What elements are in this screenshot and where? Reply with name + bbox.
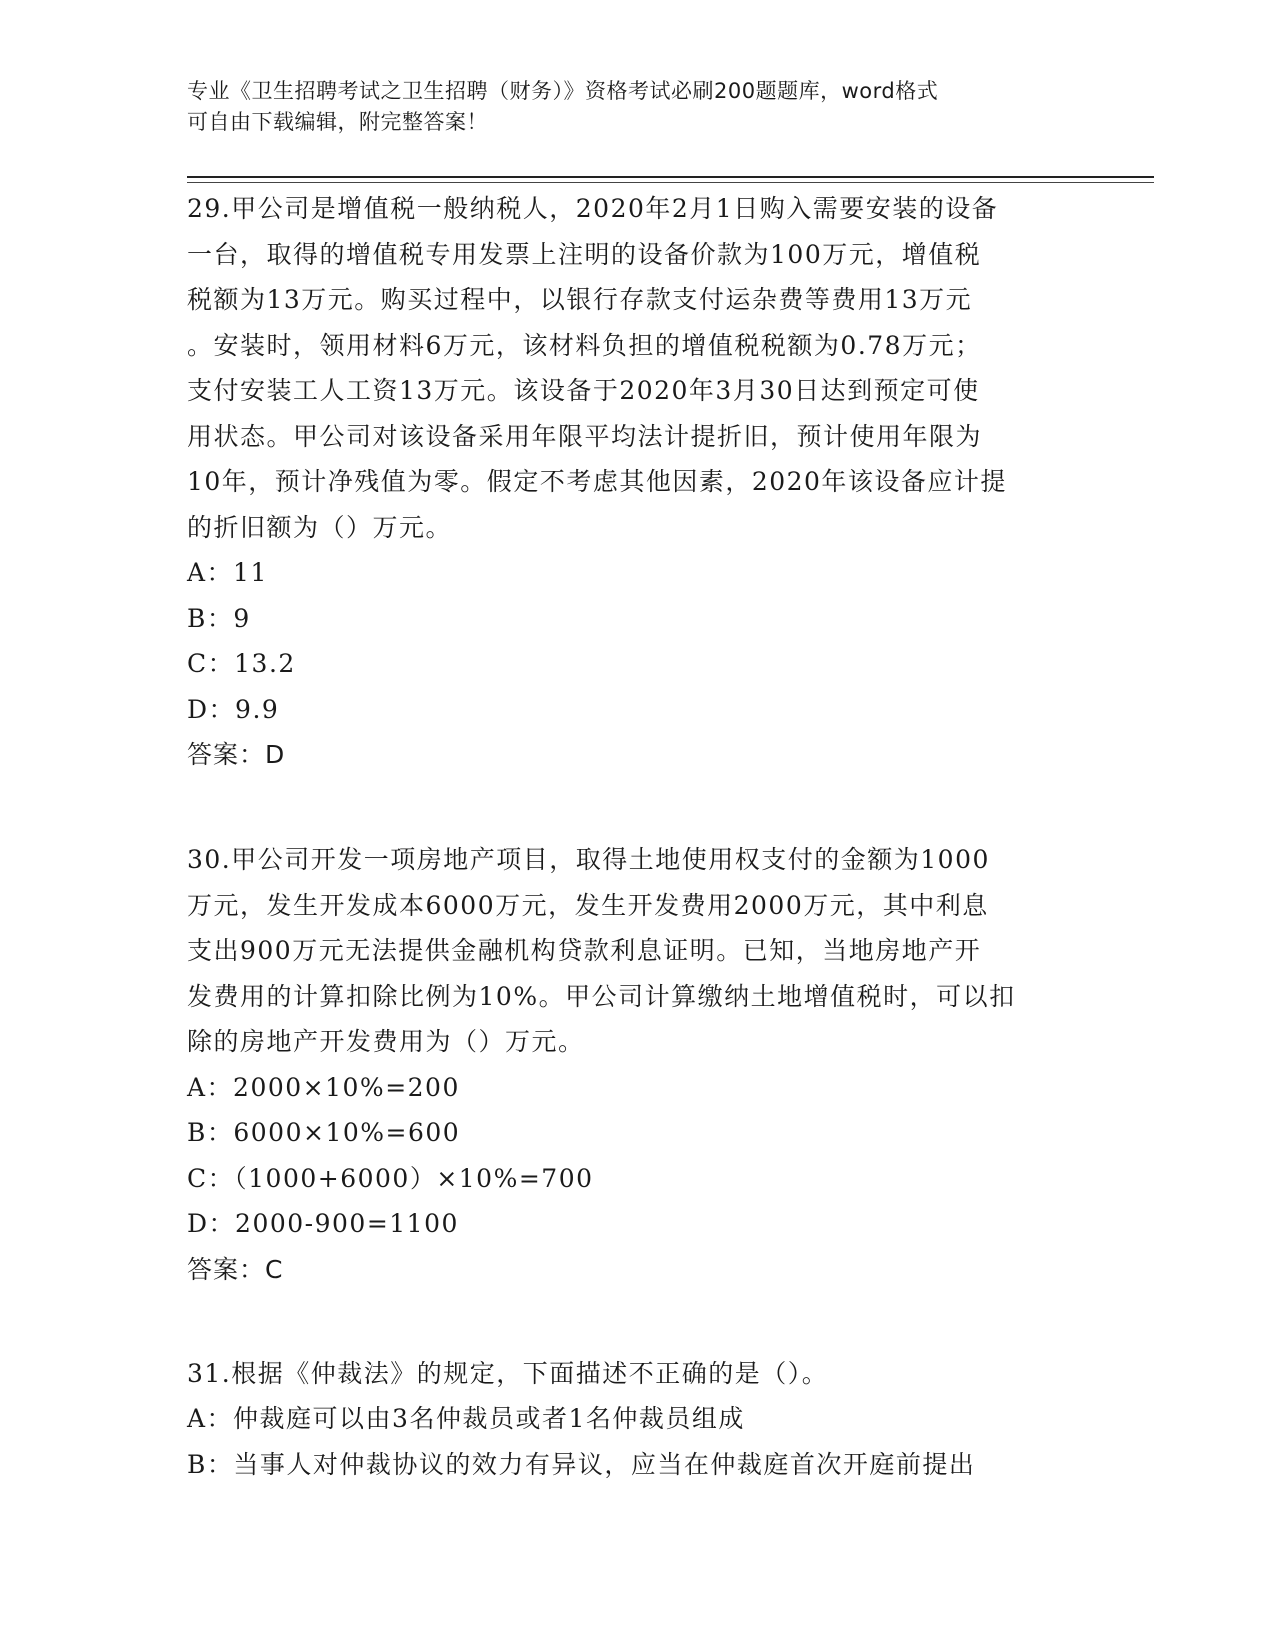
option-d: D：2000-900=1100 xyxy=(187,1209,459,1238)
header-line-1: 专业《卫生招聘考试之卫生招聘（财务）》资格考试必刷200题题库，word格式 xyxy=(187,79,939,103)
question-line: 发费用的计算扣除比例为10%。甲公司计算缴纳土地增值税时，可以扣 xyxy=(187,981,1016,1011)
question-line: 税额为13万元。购买过程中，以银行存款支付运杂费等费用13万元 xyxy=(187,285,973,314)
option-b: B：9 xyxy=(187,603,251,633)
option-d: D：9.9 xyxy=(187,694,280,724)
option-b: B：当事人对仲裁协议的效力有异议，应当在仲裁庭首次开庭前提出 xyxy=(187,1449,976,1479)
document-header xyxy=(187,76,1067,138)
question-line: 万元，发生开发成本6000万元，发生开发费用2000万元，其中利息 xyxy=(187,890,989,920)
header-line-2: 可自由下载编辑，附完整答案！ xyxy=(187,110,488,134)
question-line: 支付安装工人工资13万元。该设备于2020年3月30日达到预定可使 xyxy=(187,376,980,405)
header-divider xyxy=(187,176,1154,178)
header-divider-thin xyxy=(187,182,1154,183)
question-line: 的折旧额为（）万元。 xyxy=(187,512,453,542)
option-c: C：（1000+6000）×10%=700 xyxy=(187,1163,594,1193)
question-line: 10年，预计净残值为零。假定不考虑其他因素，2020年该设备应计提 xyxy=(187,467,1007,496)
option-c: C：13.2 xyxy=(187,649,296,678)
option-a: A：2000×10%=200 xyxy=(187,1072,460,1102)
question-line: 。安装时，领用材料6万元，该材料负担的增值税税额为0.78万元； xyxy=(187,330,982,360)
question-30 xyxy=(187,837,1087,1293)
question-31 xyxy=(187,1351,1087,1488)
question-line: 29.甲公司是增值税一般纳税人，2020年2月1日购入需要安装的设备 xyxy=(187,194,999,223)
question-line: 30.甲公司开发一项房地产项目，取得土地使用权支付的金额为1000 xyxy=(187,845,990,874)
question-spacer xyxy=(187,778,1087,837)
question-29 xyxy=(187,186,1087,778)
question-line: 31.根据《仲裁法》的规定，下面描述不正确的是（）。 xyxy=(187,1358,829,1388)
answer-label: 答案：C xyxy=(187,1254,284,1284)
option-a: A：仲裁庭可以由3名仲裁员或者1名仲裁员组成 xyxy=(187,1404,745,1433)
question-list xyxy=(187,186,1087,1487)
question-line: 除的房地产开发费用为（）万元。 xyxy=(187,1027,585,1056)
answer-label: 答案：D xyxy=(187,740,286,769)
option-a: A：11 xyxy=(187,558,268,587)
question-line: 支出900万元无法提供金融机构贷款利息证明。已知，当地房地产开 xyxy=(187,936,982,965)
question-line: 用状态。甲公司对该设备采用年限平均法计提折旧，预计使用年限为 xyxy=(187,421,983,451)
question-line: 一台，取得的增值税专用发票上注明的设备价款为100万元，增值税 xyxy=(187,239,982,269)
question-spacer xyxy=(187,1293,1087,1351)
option-b: B：6000×10%=600 xyxy=(187,1118,461,1147)
